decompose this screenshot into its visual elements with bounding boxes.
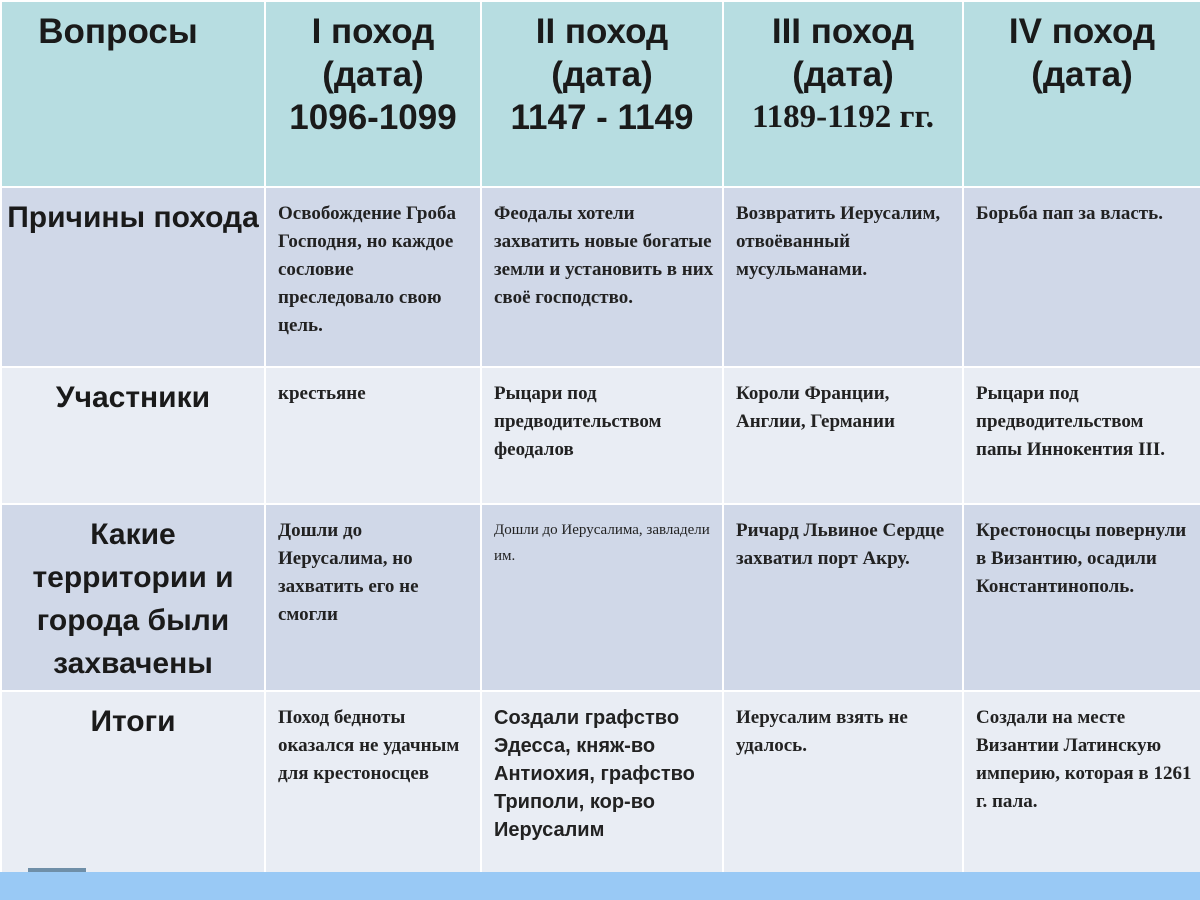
cell-results-2: Создали графство Эдесса, княж-во Антиохия, графство Триполи, кор-во Иерусалим [481, 691, 723, 873]
table-row-territories [1, 504, 1200, 691]
cell-causes-1: Освобождение Гроба Господня, но каждое сословие преследовало свою цель. [265, 187, 481, 367]
cell-participants-1: крестьяне [265, 367, 481, 504]
crusade-2-date: 1147 - 1149 [510, 98, 694, 137]
cell-causes-4: Борьба пап за власть. [963, 187, 1200, 367]
cell-causes-2: Феодалы хотели захватить новые богатые земли и установить в них своё господство. [481, 187, 723, 367]
cell-territories-4: Крестоносцы повернули в Византию, осадили Константинополь. [963, 504, 1200, 691]
header-crusade-2 [481, 1, 723, 187]
crusade-1-dated: (дата) [322, 55, 424, 94]
cell-participants-2: Рыцари под предводительством феодалов [481, 367, 723, 504]
row-label-participants: Участники [1, 367, 265, 504]
crusade-3-dated: (дата) [792, 55, 894, 94]
cell-results-3: Иерусалим взять не удалось. [723, 691, 963, 873]
cell-territories-1: Дошли до Иерусалима, но захватить его не смогли [265, 504, 481, 691]
cell-causes-3: Возвратить Иерусалим, отвоёванный мусульманами. [723, 187, 963, 367]
table-row-participants [1, 367, 1200, 504]
header-crusade-1 [265, 1, 481, 187]
cell-territories-2: Дошли до Иерусалима, завладели им. [481, 504, 723, 691]
cell-territories-3: Ричард Львиное Сердце захватил порт Акру. [723, 504, 963, 691]
table-row-results [1, 691, 1200, 873]
slide-footer-bar [0, 872, 1200, 900]
header-questions [1, 1, 265, 187]
crusade-4-dated: (дата) [1031, 55, 1133, 94]
header-crusade-4 [963, 1, 1200, 187]
row-label-territories: Какие территории и города были захвачены [1, 504, 265, 691]
header-row [1, 1, 1200, 187]
cell-results-1: Поход бедноты оказался не удачным для крестоносцев [265, 691, 481, 873]
crusade-1-date: 1096-1099 [289, 98, 457, 137]
row-label-causes: Причины похода [1, 187, 265, 367]
crusade-3-date: 1189-1192 гг. [751, 99, 935, 135]
cell-results-4: Создали на месте Византии Латинскую империю, которая в 1261 г. пала. [963, 691, 1200, 873]
row-label-results: Итоги [1, 691, 265, 873]
crusade-2-name: II поход [535, 12, 669, 51]
crusade-1-name: I поход [311, 12, 435, 51]
cell-participants-4: Рыцари под предводительством папы Иннокентия III. [963, 367, 1200, 504]
cell-participants-3: Короли Франции, Англии, Германии [723, 367, 963, 504]
table-row-causes [1, 187, 1200, 367]
header-crusade-3 [723, 1, 963, 187]
crusade-2-dated: (дата) [551, 55, 653, 94]
crusade-4-name: IV поход [1008, 12, 1156, 51]
header-questions-label: Вопросы [38, 12, 198, 51]
crusade-3-name: III поход [771, 12, 915, 51]
